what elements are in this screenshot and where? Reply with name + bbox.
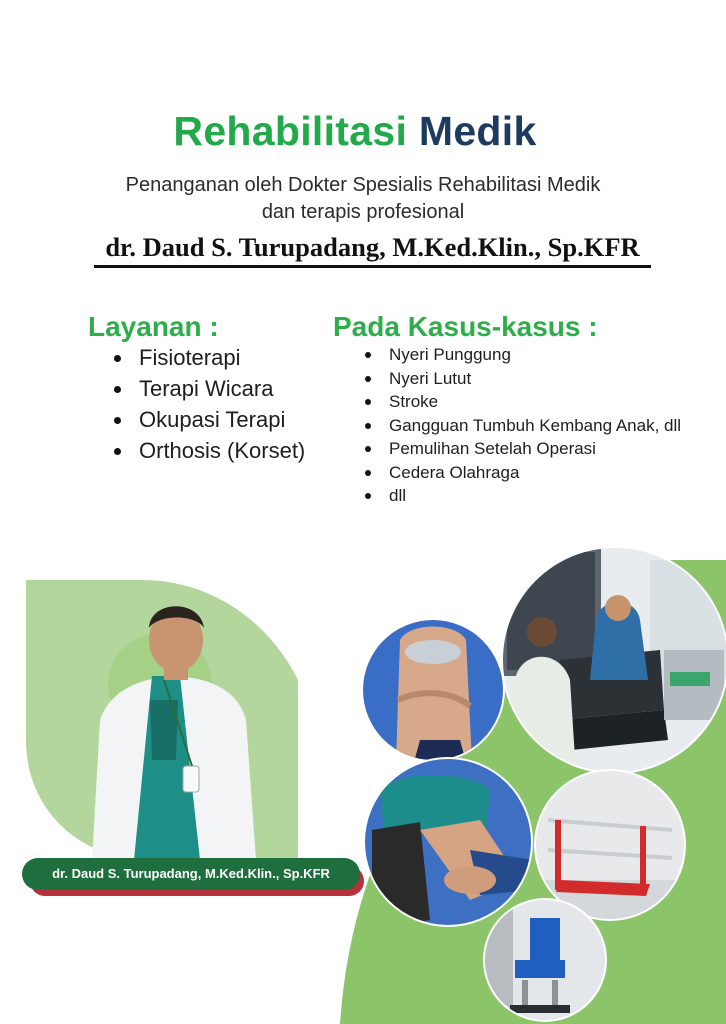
doctor-name-heading: dr. Daud S. Turupadang, M.Ked.Klin., Sp.KFR — [105, 232, 640, 262]
list-item: Nyeri Punggung — [363, 343, 685, 367]
list-item: Cedera Olahraga — [363, 461, 685, 485]
list-item: Orthosis (Korset) — [112, 435, 305, 466]
list-item: Gangguan Tumbuh Kembang Anak, dll — [363, 414, 685, 438]
layanan-title: Layanan : — [88, 311, 219, 342]
title-rehabilitasi: Rehabilitasi — [173, 108, 408, 154]
list-item: Okupasi Terapi — [112, 404, 305, 435]
subtitle-line-1: Penanganan oleh Dokter Spesialis Rehabilitasi Medik — [125, 174, 601, 196]
list-item: dll — [363, 484, 685, 508]
list-item: Pemulihan Setelah Operasi — [363, 437, 685, 461]
subtitle-line-2: dan terapis profesional — [261, 201, 465, 223]
list-item: Nyeri Lutut — [363, 367, 685, 391]
doctor-name-badge: dr. Daud S. Turupadang, M.Ked.Klin., Sp.KFR — [22, 858, 360, 890]
list-item: Fisioterapi — [112, 342, 305, 373]
title-medik: Medik — [418, 108, 537, 154]
list-item: Terapi Wicara — [112, 373, 305, 404]
list-item: Stroke — [363, 390, 685, 414]
kasus-title: Pada Kasus-kasus : — [333, 311, 598, 342]
